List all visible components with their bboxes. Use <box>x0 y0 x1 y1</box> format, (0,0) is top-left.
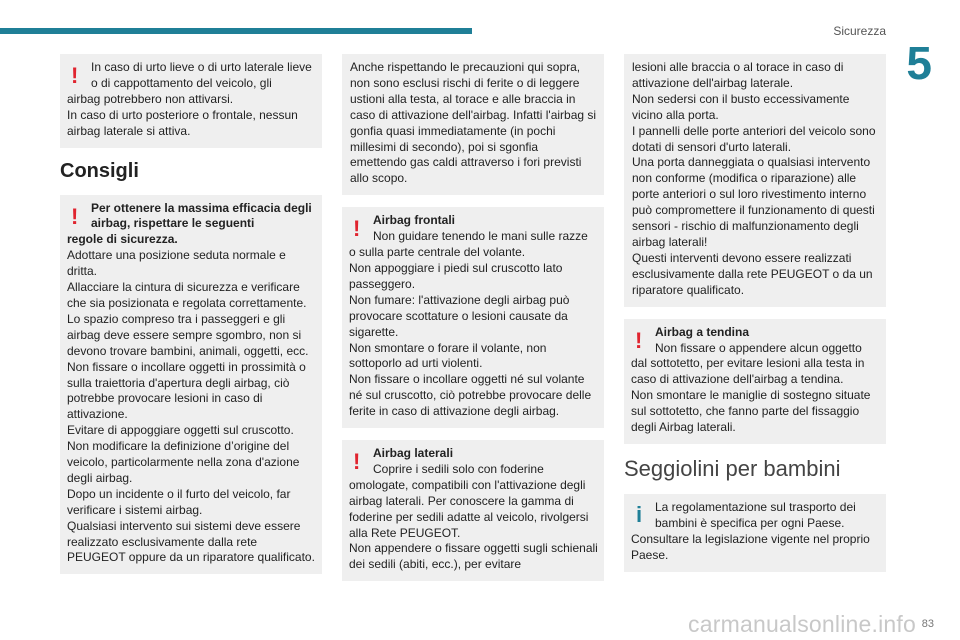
warning-head-bold: Per ottenere la massima efficacia degli airbag, rispettare le seguenti <box>91 200 312 231</box>
warning-line: Adottare una posizione seduta normale e dritta. <box>67 248 286 279</box>
warning-head: Non fissare o appendere alcun oggetto <box>655 340 862 355</box>
text-block-lesioni <box>624 54 886 307</box>
text-block-rischi: Anche rispettando le precauzioni qui sopra, non sono esclusi rischi di ferite o di leggere ustioni alla testa, al torace e alle braccia in caso di attivazione dell'airbag. Infatti l'airbag si gonfia quasi immediatamente (in pochi millesimi di secondo), poi si sgonfia emettendo gas caldi attraverso i fori previsti allo scopo. <box>342 54 604 195</box>
column-left <box>60 54 322 586</box>
warning-box-airbag-tendina <box>624 319 886 444</box>
column-right <box>624 54 886 584</box>
warning-line: Qualsiasi intervento sui sistemi deve essere realizzato esclusivamente dalla rete PEUGEOT oppure da un riparatore qualificato. <box>67 518 315 565</box>
info-box-seggiolini <box>624 494 886 572</box>
warning-line: Dopo un incidente o il furto del veicolo, far verificare i sistemi airbag. <box>67 486 291 517</box>
warning-line: Non appoggiare i piedi sul cruscotto lato passeggero. <box>349 260 563 291</box>
warning-box-airbag-frontali <box>342 207 604 428</box>
warning-box-urto-lieve <box>60 54 322 148</box>
text-line: Non sedersi con il busto eccessivamente vicino alla porta. <box>632 91 850 122</box>
warning-line: Non smontare le maniglie di sostegno situate sul sottotetto, che fanno parte del fissaggio degli Airbag laterali. <box>631 388 871 435</box>
exclamation-warning-icon: ! <box>353 216 361 242</box>
warning-box-airbag-laterali <box>342 440 604 581</box>
text-line: lesioni alle braccia o al torace in caso di attivazione dell'airbag laterale. <box>632 60 844 90</box>
warning-line: Non fissare o incollare oggetti in prossimità o sulla traiettoria d'apertura degli airbag, ciò potrebbe provocare lesioni in caso di attivazione. <box>67 359 306 422</box>
text-line: I pannelli delle porte anteriori del veicolo sono dotati di sensori d'urto laterali. <box>632 123 876 154</box>
warning-line: Allacciare la cintura di sicurezza e verificare che sia posizionata e regolata correttamente. <box>67 280 307 310</box>
section-title: Sicurezza <box>833 24 886 38</box>
exclamation-warning-icon: ! <box>71 203 79 229</box>
exclamation-warning-icon: ! <box>71 63 79 88</box>
warning-head: Coprire i sedili solo con foderine <box>373 461 544 476</box>
warning-title: Airbag frontali <box>373 213 456 228</box>
info-head: La regolamentazione sul trasporto dei bambini è specifica per ogni Paese. <box>655 499 856 530</box>
warning-line: Non appendere o fissare oggetti sugli schienali dei sedili (abiti, ecc.), per evitare <box>349 541 598 572</box>
warning-line: airbag potrebbero non attivarsi. <box>67 91 234 106</box>
info-line: Consultare la legislazione vigente nel proprio Paese. <box>631 531 870 562</box>
text-line: Questi interventi devono essere realizzati esclusivamente dalla rete PEUGEOT o da un riparatore qualificato. <box>632 250 873 297</box>
info-icon: i <box>636 501 643 527</box>
warning-line: Non smontare o forare il volante, non sottoporlo ad urti violenti. <box>349 340 547 371</box>
warning-line: Non fumare: l'attivazione degli airbag può provocare scottature o lesioni causate da sigarette. <box>349 292 570 339</box>
watermark: carmanualsonline.info <box>688 611 916 637</box>
warning-line: Lo spazio compreso tra i passeggeri e gli airbag deve essere sempre sgombro, non si devono trovare bambini, animali, oggetti, ecc. <box>67 311 309 358</box>
warning-line: dal sottotetto, per evitare lesioni alla testa in caso di attivazione dell'airbag a tendina. <box>631 356 865 387</box>
exclamation-warning-icon: ! <box>635 327 643 353</box>
header-accent-bar <box>0 28 472 34</box>
page-number: 83 <box>921 618 934 630</box>
warning-line: omologate, compatibili con l'attivazione degli airbag laterali. Per conoscere la gamma di foderine per sedili adatte al veicolo, rivolgersi alla Rete PEUGEOT. <box>349 477 589 540</box>
warning-line: In caso di urto posteriore o frontale, nessun airbag laterale si attiva. <box>67 107 298 138</box>
text-line: Una porta danneggiata o qualsiasi intervento non conforme (modifica o riparazione) alle porte anteriori o sul loro rivestimento interno può compromettere il funzionamento di questi sensori - rischio di malfunzionamento degli airbag laterali! <box>632 155 875 249</box>
warning-line: Non fissare o incollare oggetti né sul volante né sul cruscotto, ciò potrebbe provocare delle ferite in caso di attivazione degli airbag. <box>349 372 592 419</box>
warning-box-consigli <box>60 195 322 575</box>
warning-title: Airbag laterali <box>373 446 454 461</box>
warning-head: Non guidare tenendo le mani sulle razze <box>373 229 588 244</box>
warning-line: Non modificare la definizione d’origine del veicolo, particolarmente nella zona d'azione degli airbag. <box>67 439 300 485</box>
column-middle <box>342 54 604 593</box>
warning-bold-continuation: regole di sicurezza. <box>67 232 178 247</box>
warning-title: Airbag a tendina <box>655 324 750 339</box>
warning-line: Evitare di appoggiare oggetti sul cruscotto. <box>67 423 294 438</box>
warning-head: In caso di urto lieve o di urto laterale lieve o di cappottamento del veicolo, gli <box>91 60 312 90</box>
chapter-number: 5 <box>906 37 932 89</box>
heading-consigli: Consigli <box>60 159 139 182</box>
heading-seggiolini: Seggiolini per bambini <box>624 455 841 481</box>
warning-line: o sulla parte centrale del volante. <box>349 245 526 260</box>
exclamation-warning-icon: ! <box>353 449 361 475</box>
